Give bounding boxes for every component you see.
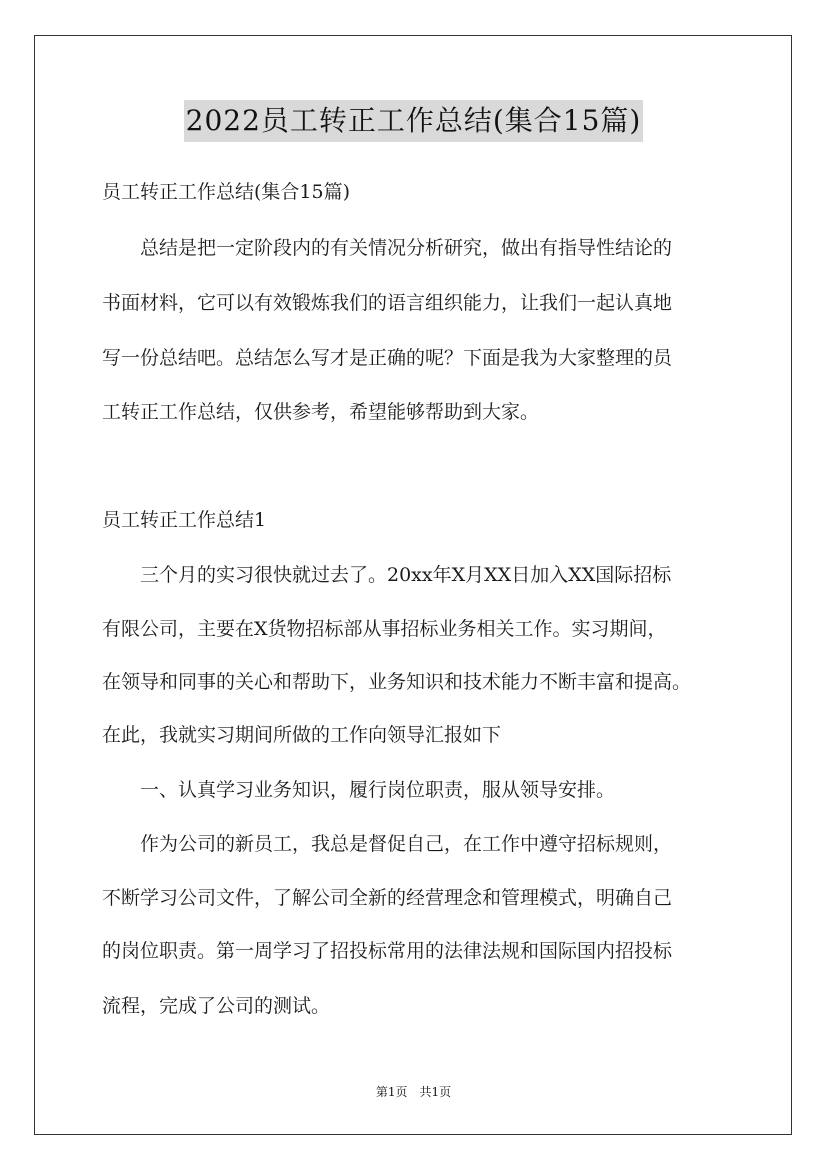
paragraph-line: 在此，我就实习期间所做的工作向领导汇报如下: [102, 724, 502, 746]
paragraph-line: 作为公司的新员工，我总是督促自己，在工作中遵守招标规则，: [102, 833, 673, 855]
paragraph-line: 总结是把一定阶段内的有关情况分析研究，做出有指导性结论的: [102, 237, 673, 259]
paragraph-line: 三个月的实习很快就过去了。20xx年X月XX日加入XX国际招标: [102, 564, 672, 586]
paragraph-line: 书面材料，它可以有效锻炼我们的语言组织能力，让我们一起认真地: [102, 292, 673, 314]
paragraph-line: 工转正工作总结，仅供参考，希望能够帮助到大家。: [102, 401, 540, 423]
paragraph-line: 一、认真学习业务知识，履行岗位职责，服从领导安排。: [102, 779, 616, 801]
paragraph-line: 写一份总结吧。总结怎么写才是正确的呢？下面是我为大家整理的员: [102, 347, 673, 369]
subtitle-line: 员工转正工作总结(集合15篇): [102, 181, 351, 203]
title-container: [0, 100, 827, 142]
paragraph-line: 有限公司，主要在X货物招标部从事招标业务相关工作。实习期间，: [102, 618, 667, 640]
paragraph-line: 流程，完成了公司的测试。: [102, 995, 331, 1017]
paragraph-line: 不断学习公司文件，了解公司全新的经营理念和管理模式，明确自己: [102, 887, 673, 909]
page-footer: 第1页 共1页: [375, 1085, 452, 1099]
section-heading: 员工转正工作总结1: [102, 509, 267, 531]
paragraph-line: 的岗位职责。第一周学习了招投标常用的法律法规和国际国内招投标: [102, 940, 673, 962]
document-title: 2022员工转正工作总结(集合15篇): [184, 100, 644, 142]
paragraph-line: 在领导和同事的关心和帮助下，业务知识和技术能力不断丰富和提高。: [102, 671, 692, 693]
